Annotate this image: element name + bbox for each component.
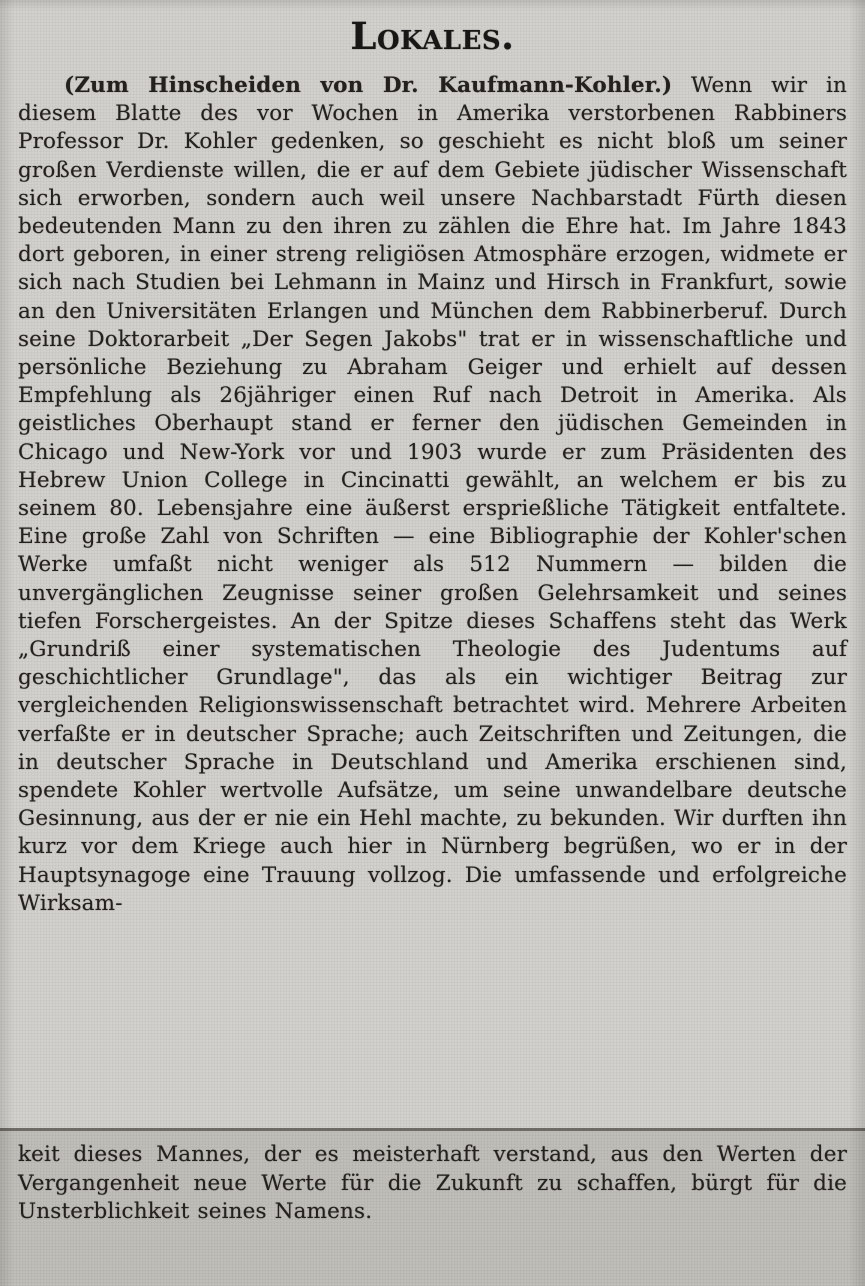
article-lead-in: (Zum Hinscheiden von Dr. Kaufmann-Kohler.)	[64, 73, 673, 98]
page-title: Lokales.	[350, 14, 515, 58]
article-paragraph	[18, 72, 847, 918]
article-text	[18, 72, 847, 918]
article-body: Wenn wir in diesem Blatte des vor Wochen in Amerika verstorbenen Rabbiners Professor Dr. Kohler gedenken, so geschieht es nicht bloß um seiner großen Verdienste willen, die er auf dem Gebiete jüdischer Wissenschaft sich erworben, sondern auch weil unsere Nachbarstadt Fürth diesen bedeutenden Mann zu den ihren zu zählen die Ehre hat. Im Jahre 1843 dort geboren, in einer streng religiösen Atmosphäre erzogen, widmete er sich nach Studien bei Lehmann in Mainz und Hirsch in Frankfurt, sowie an den Universitäten Erlangen und München dem Rabbinerberuf. Durch seine Doktorarbeit „Der Segen Jakobs" trat er in wissenschaftliche und persönliche Beziehung zu Abraham Geiger und erhielt auf dessen Empfehlung als 26jähriger einen Ruf nach Detroit in Amerika. Als geistliches Oberhaupt stand er ferner den jüdischen Gemeinden in Chicago und New-York vor und 1903 wurde er zum Präsidenten des Hebrew Union College in Cincinatti gewählt, an welchem er bis zu seinem 80. Lebensjahre eine äußerst ersprießliche Tätigkeit entfaltete. Eine große Zahl von Schriften — eine Bibliographie der Kohler'schen Werke umfaßt nicht weniger als 512 Nummern — bilden die unvergänglichen Zeugnisse seiner großen Gelehrsamkeit und seines tiefen Forschergeistes. An der Spitze dieses Schaffens steht das Werk „Grundriß einer systematischen Theologie des Judentums auf geschichtlicher Grundlage", das als ein wichtiger Beitrag zur vergleichenden Religionswissenschaft betrachtet wird. Mehrere Arbeiten verfaßte er in deutscher Sprache; auch Zeitschriften und Zeitungen, die in deutscher Sprache in Deutschland und Amerika erschienen sind, spendete Kohler wertvolle Aufsätze, um seine unwandelbare deutsche Gesinnung, aus der er nie ein Hehl machte, zu bekunden. Wir durften ihn kurz vor dem Kriege auch hier in Nürnberg begrüßen, wo er in der Hauptsynagoge eine Trauung vollzog. Die umfassende und erfolgreiche Wirksam-	[18, 73, 847, 916]
article-continuation-band	[0, 1128, 865, 1286]
article-continuation-text	[18, 1141, 847, 1227]
continuation-paragraph: keit dieses Mannes, der es meisterhaft verstand, aus den Werten der Vergangenheit neue Werte für die Zukunft zu schaffen, bürgt für die Unsterblichkeit seines Namens.	[18, 1142, 847, 1224]
